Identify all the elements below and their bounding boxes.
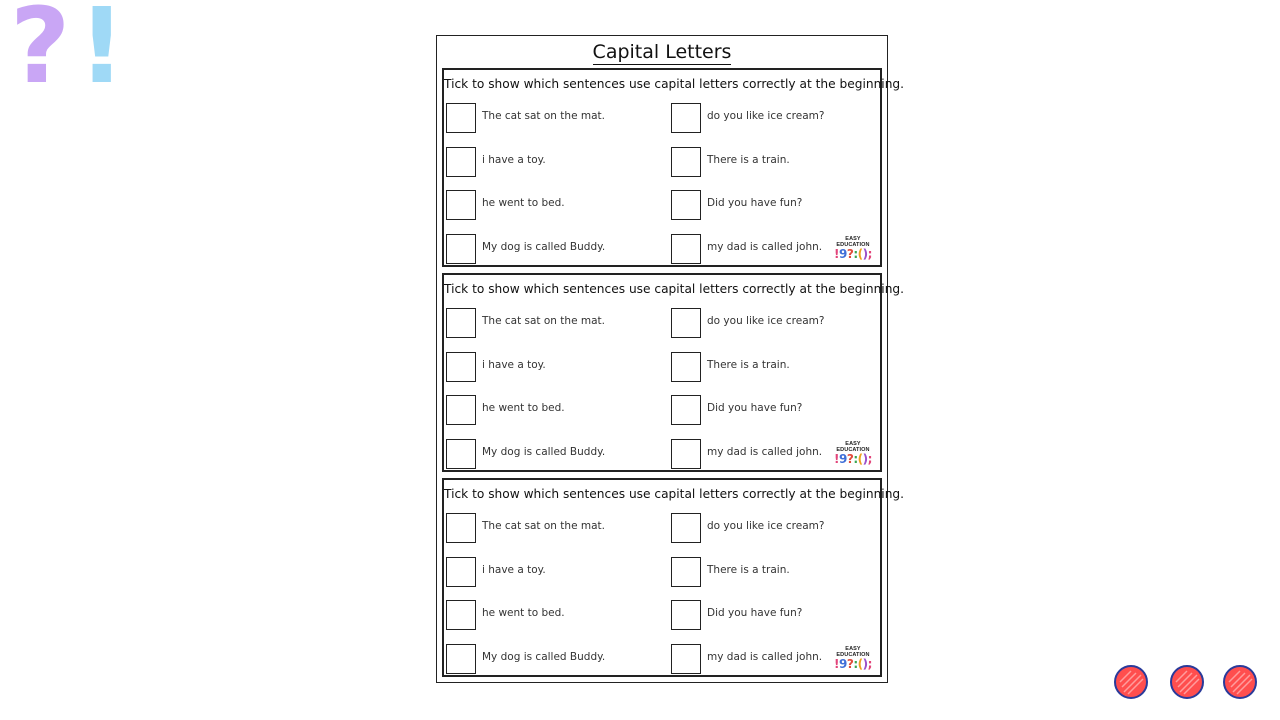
tick-checkbox[interactable] [671, 308, 701, 338]
tick-checkbox[interactable] [446, 352, 476, 382]
logo-mark: 9 [839, 247, 847, 261]
navigation-buttons [1112, 662, 1262, 704]
sentence-item [446, 644, 656, 674]
logo-mark: ) [862, 452, 868, 466]
logo-mark: ? [846, 657, 854, 671]
logo-text: EASY EDUCATION [836, 236, 870, 248]
logo-mark: ? [846, 247, 854, 261]
sentence-label: The cat sat on the mat. [482, 110, 605, 122]
tick-checkbox[interactable] [671, 395, 701, 425]
worksheet-section [442, 478, 905, 677]
logo-punctuation-marks [829, 658, 877, 670]
sentence-item [671, 600, 881, 630]
logo-mark: ! [834, 452, 840, 466]
sentence-label: i have a toy. [482, 154, 546, 166]
logo-punctuation-marks [829, 248, 877, 260]
logo-text: EASY EDUCATION [836, 441, 870, 453]
tick-checkbox[interactable] [671, 103, 701, 133]
sentence-label: my dad is called john. [707, 651, 823, 663]
question-mark-decoration: ? [10, 0, 71, 107]
sentence-label: he went to bed. [482, 607, 565, 619]
logo-mark: ! [834, 657, 840, 671]
tick-checkbox[interactable] [446, 600, 476, 630]
sentence-label: i have a toy. [482, 359, 546, 371]
worksheet-section [442, 68, 905, 267]
sentence-label: The cat sat on the mat. [482, 520, 605, 532]
logo-punctuation-marks [829, 453, 877, 465]
sentence-label: There is a train. [707, 564, 790, 576]
tick-checkbox[interactable] [671, 600, 701, 630]
sentence-item [446, 190, 656, 220]
sentence-item [671, 557, 881, 587]
scribble-circle-icon [1116, 667, 1146, 697]
sentence-item [446, 147, 656, 177]
sentence-label: The cat sat on the mat. [482, 315, 605, 327]
sentence-item [446, 103, 656, 133]
logo-mark: : [853, 657, 858, 671]
easy-education-logo [829, 236, 877, 260]
sentence-item [671, 395, 881, 425]
scribble-nav-button[interactable] [1170, 665, 1204, 699]
sentence-label: my dad is called john. [707, 446, 823, 458]
sentence-label: my dad is called john. [707, 241, 823, 253]
sentence-item [446, 234, 656, 264]
logo-mark: ! [834, 247, 840, 261]
sentence-item [446, 600, 656, 630]
logo-mark: 9 [839, 657, 847, 671]
scribble-nav-button[interactable] [1114, 665, 1148, 699]
tick-checkbox[interactable] [446, 308, 476, 338]
instruction-text: Tick to show which sentences use capital letters correctly at the beginning. [444, 487, 905, 501]
sentence-label: he went to bed. [482, 402, 565, 414]
tick-checkbox[interactable] [446, 190, 476, 220]
tick-checkbox[interactable] [671, 190, 701, 220]
sentence-item [446, 352, 656, 382]
sentence-label: My dog is called Buddy. [482, 651, 606, 663]
instruction-text: Tick to show which sentences use capital letters correctly at the beginning. [444, 77, 905, 91]
logo-mark: ; [867, 452, 872, 466]
logo-mark: ( [857, 247, 863, 261]
sentence-item [671, 147, 881, 177]
scribble-circle-icon [1225, 667, 1255, 697]
sentence-item [446, 439, 656, 469]
tick-checkbox[interactable] [671, 513, 701, 543]
logo-text: EASY EDUCATION [836, 646, 870, 658]
tick-checkbox[interactable] [446, 513, 476, 543]
tick-checkbox[interactable] [671, 234, 701, 264]
tick-checkbox[interactable] [446, 234, 476, 264]
sentence-item [446, 557, 656, 587]
sentence-label: My dog is called Buddy. [482, 241, 606, 253]
logo-mark: ( [857, 657, 863, 671]
sentence-label: Did you have fun? [707, 197, 803, 209]
logo-mark: ; [867, 247, 872, 261]
logo-mark: ) [862, 657, 868, 671]
sentence-label: do you like ice cream? [707, 315, 825, 327]
sentence-item [671, 308, 881, 338]
easy-education-logo [829, 646, 877, 670]
sentence-item [446, 513, 656, 543]
sentence-label: There is a train. [707, 154, 790, 166]
sentence-item [671, 352, 881, 382]
sentence-item [671, 190, 881, 220]
sentence-label: My dog is called Buddy. [482, 446, 606, 458]
tick-checkbox[interactable] [671, 439, 701, 469]
sentence-item [671, 103, 881, 133]
tick-checkbox[interactable] [446, 439, 476, 469]
logo-mark: ; [867, 657, 872, 671]
logo-mark: ( [857, 452, 863, 466]
tick-checkbox[interactable] [446, 644, 476, 674]
worksheet [436, 35, 905, 683]
scribble-nav-button[interactable] [1223, 665, 1257, 699]
scribble-circle-icon [1172, 667, 1202, 697]
tick-checkbox[interactable] [446, 395, 476, 425]
tick-checkbox[interactable] [671, 644, 701, 674]
tick-checkbox[interactable] [671, 147, 701, 177]
logo-mark: : [853, 452, 858, 466]
instruction-text: Tick to show which sentences use capital letters correctly at the beginning. [444, 282, 905, 296]
logo-mark: : [853, 247, 858, 261]
sentence-item [446, 395, 656, 425]
exclamation-mark-decoration: ! [78, 0, 126, 107]
logo-mark: ? [846, 452, 854, 466]
worksheet-title: Capital Letters [592, 41, 732, 63]
tick-checkbox[interactable] [446, 103, 476, 133]
logo-mark: 9 [839, 452, 847, 466]
easy-education-logo [829, 441, 877, 465]
sentence-label: Did you have fun? [707, 402, 803, 414]
sentence-label: There is a train. [707, 359, 790, 371]
sentence-item [671, 513, 881, 543]
logo-mark: ) [862, 247, 868, 261]
tick-checkbox[interactable] [446, 557, 476, 587]
sentence-label: Did you have fun? [707, 607, 803, 619]
sentence-label: do you like ice cream? [707, 520, 825, 532]
sentence-label: do you like ice cream? [707, 110, 825, 122]
tick-checkbox[interactable] [671, 352, 701, 382]
sentence-item [446, 308, 656, 338]
sentence-label: i have a toy. [482, 564, 546, 576]
tick-checkbox[interactable] [446, 147, 476, 177]
tick-checkbox[interactable] [671, 557, 701, 587]
worksheet-section [442, 273, 905, 472]
sentence-label: he went to bed. [482, 197, 565, 209]
